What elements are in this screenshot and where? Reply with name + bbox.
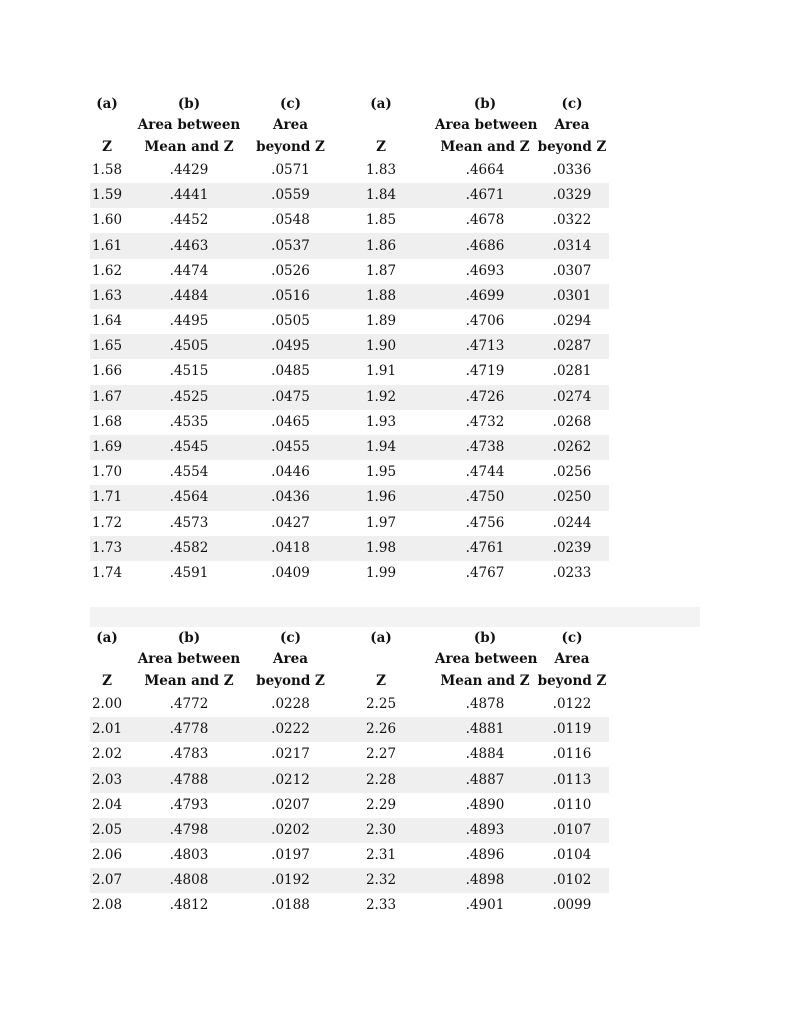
table-cell: .0322 (552, 212, 592, 229)
table-cell: .4783 (169, 746, 209, 763)
table-cell: .4554 (169, 464, 209, 481)
table-row (90, 843, 609, 868)
table-cell: 1.93 (365, 413, 397, 430)
table-cell: 1.91 (365, 363, 397, 380)
table-cell: 1.74 (91, 564, 123, 581)
table-cell: .4678 (465, 212, 505, 229)
table-row (90, 183, 609, 208)
header-cell: beyond Z (256, 138, 325, 155)
table-cell: 1.99 (365, 564, 397, 581)
table-row (90, 485, 609, 510)
table-cell: .0485 (271, 363, 310, 380)
header-cell: Mean and Z (144, 672, 234, 689)
table-cell: .0446 (271, 464, 310, 481)
table-row (90, 692, 609, 717)
table-cell: .0188 (271, 897, 310, 914)
table-cell: .0301 (535, 284, 609, 309)
table-cell: .0436 (254, 485, 327, 510)
table-cell: 1.94 (327, 435, 435, 460)
table-cell: 2.00 (91, 695, 123, 712)
table-cell: .0409 (271, 564, 310, 581)
table-cell: .4484 (124, 284, 254, 309)
table-row (90, 284, 609, 309)
table-cell: 1.90 (327, 334, 435, 359)
header-cell: beyond Z (537, 672, 607, 689)
table-cell: 2.32 (327, 868, 435, 893)
table-cell: .4901 (465, 897, 505, 914)
table-cell: 2.31 (365, 847, 397, 864)
header-cell: (c) (561, 630, 583, 647)
table-row (90, 410, 609, 435)
header-cell: Area (554, 117, 590, 134)
table-body (90, 158, 609, 586)
table-cell: .4893 (435, 818, 535, 843)
table-cell: 1.87 (365, 262, 397, 279)
header-cell: (b) (473, 96, 497, 113)
table-cell: 2.06 (91, 847, 123, 864)
table-cell: 1.89 (365, 313, 397, 330)
header-cell: (a) (96, 630, 118, 647)
table-cell: .0256 (552, 464, 592, 481)
table-cell: 1.63 (90, 284, 124, 309)
table-cell: 1.62 (91, 262, 123, 279)
table-body (90, 692, 609, 919)
table-cell: .4896 (465, 847, 505, 864)
table-cell: 1.66 (91, 363, 123, 380)
table-cell: 1.83 (365, 161, 397, 178)
header-cell: Mean and Z (144, 138, 234, 155)
table-header (90, 628, 609, 692)
table-row (90, 868, 609, 893)
table-cell: 2.28 (327, 767, 435, 792)
table-row (90, 742, 609, 767)
header-cell (90, 649, 124, 670)
table-row (90, 793, 609, 818)
table-cell: 1.70 (91, 464, 123, 481)
table-cell: .4535 (169, 413, 209, 430)
table-cell: .4463 (124, 233, 254, 258)
header-cell: Area between (435, 651, 538, 668)
table-cell: .4812 (169, 897, 209, 914)
table-cell: 1.92 (327, 385, 435, 410)
table-cell: .0314 (535, 233, 609, 258)
table-cell: .0104 (552, 847, 592, 864)
table-cell: .0239 (535, 536, 609, 561)
header-cell: (c) (280, 96, 301, 113)
table-cell: .0102 (535, 868, 609, 893)
table-cell: 2.27 (365, 746, 397, 763)
header-row-area (90, 115, 609, 136)
section-divider (90, 607, 700, 627)
table-cell: .4808 (124, 868, 254, 893)
table-cell: .4525 (124, 385, 254, 410)
table-cell: .4545 (124, 435, 254, 460)
table-cell: .4591 (169, 564, 209, 581)
table-cell: .4744 (465, 464, 505, 481)
table-cell: .0526 (271, 262, 310, 279)
header-cell: Mean and Z (440, 138, 530, 155)
header-cell: (a) (370, 630, 392, 647)
table-cell: .4582 (124, 536, 254, 561)
table-cell: .4761 (435, 536, 535, 561)
table-row (90, 536, 609, 561)
table-cell: 1.88 (327, 284, 435, 309)
table-cell: .4505 (124, 334, 254, 359)
header-cell: (a) (370, 96, 392, 113)
table-cell: 1.97 (365, 514, 397, 531)
table-cell: .4726 (435, 385, 535, 410)
table-cell: .0281 (552, 363, 592, 380)
table-cell: .0212 (254, 767, 327, 792)
header-cell: (a) (96, 96, 118, 113)
header-row-labels (90, 137, 609, 158)
table-cell: .4878 (465, 695, 505, 712)
table-cell: .4788 (124, 767, 254, 792)
table-cell: .0116 (552, 746, 592, 763)
table-header (90, 94, 609, 158)
table-row (90, 158, 609, 183)
table-row (90, 259, 609, 284)
table-cell: .4693 (465, 262, 505, 279)
table-cell: 1.60 (91, 212, 123, 229)
table-cell: .4803 (169, 847, 209, 864)
table-cell: .0559 (254, 183, 327, 208)
table-cell: .0197 (271, 847, 310, 864)
table-cell: 1.59 (90, 183, 124, 208)
table-cell: .0222 (254, 717, 327, 742)
table-cell: 1.95 (365, 464, 397, 481)
table-cell: .4887 (435, 767, 535, 792)
table-cell: .0427 (271, 514, 310, 531)
header-cell: Area between (137, 651, 241, 668)
table-cell: .4441 (124, 183, 254, 208)
header-cell: Mean and Z (440, 672, 530, 689)
table-cell: .4706 (465, 313, 505, 330)
table-cell: .0122 (552, 695, 592, 712)
table-cell: 1.64 (91, 313, 123, 330)
table-row (90, 767, 609, 792)
table-cell: .4474 (169, 262, 209, 279)
table-cell: 2.25 (365, 695, 397, 712)
header-cell: (b) (177, 96, 201, 113)
table-cell: 1.72 (91, 514, 123, 531)
table-cell: .0307 (552, 262, 592, 279)
header-cell: beyond Z (537, 138, 607, 155)
table-cell: .4452 (169, 212, 209, 229)
header-cell: Area between (137, 117, 241, 134)
table-cell: .0207 (271, 796, 310, 813)
header-row-area (90, 649, 609, 670)
header-cell: (c) (561, 96, 583, 113)
table-cell: .0202 (254, 818, 327, 843)
header-row-letters (90, 94, 609, 115)
table-cell: .0099 (552, 897, 592, 914)
z-table-upper (90, 94, 609, 586)
header-cell: Z (102, 138, 112, 155)
table-cell: .0294 (552, 313, 592, 330)
header-cell: (b) (473, 630, 497, 647)
header-row-letters (90, 628, 609, 649)
table-cell: 1.84 (327, 183, 435, 208)
table-cell: 2.07 (90, 868, 124, 893)
table-cell: .4732 (465, 413, 505, 430)
table-cell: .4767 (465, 564, 505, 581)
table-cell: .0217 (271, 746, 310, 763)
table-cell: .0537 (254, 233, 327, 258)
table-cell: .0274 (535, 385, 609, 410)
table-cell: .4750 (435, 485, 535, 510)
table-row (90, 208, 609, 233)
table-row (90, 309, 609, 334)
header-cell: beyond Z (256, 672, 325, 689)
header-row-labels (90, 671, 609, 692)
table-row (90, 717, 609, 742)
table-row (90, 233, 609, 258)
table-cell: 1.73 (90, 536, 124, 561)
table-cell: .0250 (535, 485, 609, 510)
table-cell: .0455 (254, 435, 327, 460)
header-cell (90, 115, 124, 136)
header-cell: Z (102, 672, 112, 689)
table-cell: 1.69 (90, 435, 124, 460)
table-cell: .0228 (271, 695, 310, 712)
table-cell: 1.96 (327, 485, 435, 510)
table-row (90, 359, 609, 384)
table-cell: .4564 (124, 485, 254, 510)
table-cell: .4719 (465, 363, 505, 380)
table-cell: .0262 (535, 435, 609, 460)
table-cell: .0192 (254, 868, 327, 893)
table-cell: 2.02 (91, 746, 123, 763)
table-cell: 1.86 (327, 233, 435, 258)
table-cell: .4898 (435, 868, 535, 893)
table-cell: .0475 (254, 385, 327, 410)
table-cell: 1.85 (365, 212, 397, 229)
table-cell: .0244 (552, 514, 592, 531)
table-cell: 1.68 (91, 413, 123, 430)
table-cell: .4713 (435, 334, 535, 359)
table-cell: 1.61 (90, 233, 124, 258)
table-cell: 2.03 (90, 767, 124, 792)
table-row (90, 435, 609, 460)
table-row (90, 460, 609, 485)
header-cell: Area (273, 651, 308, 668)
table-cell: .4686 (435, 233, 535, 258)
table-cell: 1.58 (91, 161, 123, 178)
table-cell: 1.71 (90, 485, 124, 510)
table-cell: .4573 (169, 514, 209, 531)
table-cell: .4699 (435, 284, 535, 309)
table-row (90, 334, 609, 359)
header-cell: (c) (280, 630, 301, 647)
table-cell: .0107 (535, 818, 609, 843)
header-cell: Area (554, 651, 590, 668)
table-cell: .0268 (552, 413, 592, 430)
table-cell: .4793 (169, 796, 209, 813)
table-cell: .4495 (169, 313, 209, 330)
table-cell: .0505 (271, 313, 310, 330)
table-cell: .4429 (169, 161, 209, 178)
header-cell: Area (273, 117, 308, 134)
table-cell: 1.65 (90, 334, 124, 359)
table-cell: .0516 (254, 284, 327, 309)
header-cell (327, 115, 435, 136)
table-cell: .4515 (169, 363, 209, 380)
table-cell: 1.67 (90, 385, 124, 410)
table-cell: .4884 (465, 746, 505, 763)
table-cell: .0495 (254, 334, 327, 359)
table-cell: .0110 (552, 796, 592, 813)
table-cell: .0113 (535, 767, 609, 792)
table-cell: 2.26 (327, 717, 435, 742)
table-cell: .0465 (271, 413, 310, 430)
table-row (90, 561, 609, 586)
header-cell: (b) (177, 630, 201, 647)
table-cell: .4738 (435, 435, 535, 460)
table-cell: .4890 (465, 796, 505, 813)
table-cell: .0233 (552, 564, 592, 581)
table-cell: .0336 (552, 161, 592, 178)
header-cell (327, 649, 435, 670)
table-row (90, 818, 609, 843)
z-table-lower (90, 628, 609, 919)
table-cell: 2.04 (91, 796, 123, 813)
table-cell: .0119 (535, 717, 609, 742)
table-cell: .4798 (124, 818, 254, 843)
header-cell: Z (376, 672, 386, 689)
table-cell: 1.98 (327, 536, 435, 561)
table-cell: .0329 (535, 183, 609, 208)
table-cell: .4671 (435, 183, 535, 208)
table-row (90, 385, 609, 410)
table-cell: .4664 (465, 161, 505, 178)
table-cell: .4881 (435, 717, 535, 742)
table-cell: .0548 (271, 212, 310, 229)
table-cell: .4756 (465, 514, 505, 531)
table-cell: 2.33 (365, 897, 397, 914)
header-cell: Z (376, 138, 386, 155)
table-cell: 2.01 (90, 717, 124, 742)
table-cell: .0418 (254, 536, 327, 561)
table-cell: 2.05 (90, 818, 124, 843)
header-cell: Area between (435, 117, 538, 134)
table-cell: .0571 (271, 161, 310, 178)
table-cell: 2.29 (365, 796, 397, 813)
table-row (90, 511, 609, 536)
table-cell: .4778 (124, 717, 254, 742)
table-cell: .0287 (535, 334, 609, 359)
table-cell: 2.08 (91, 897, 123, 914)
table-row (90, 893, 609, 918)
table-cell: 2.30 (327, 818, 435, 843)
table-cell: .4772 (169, 695, 209, 712)
